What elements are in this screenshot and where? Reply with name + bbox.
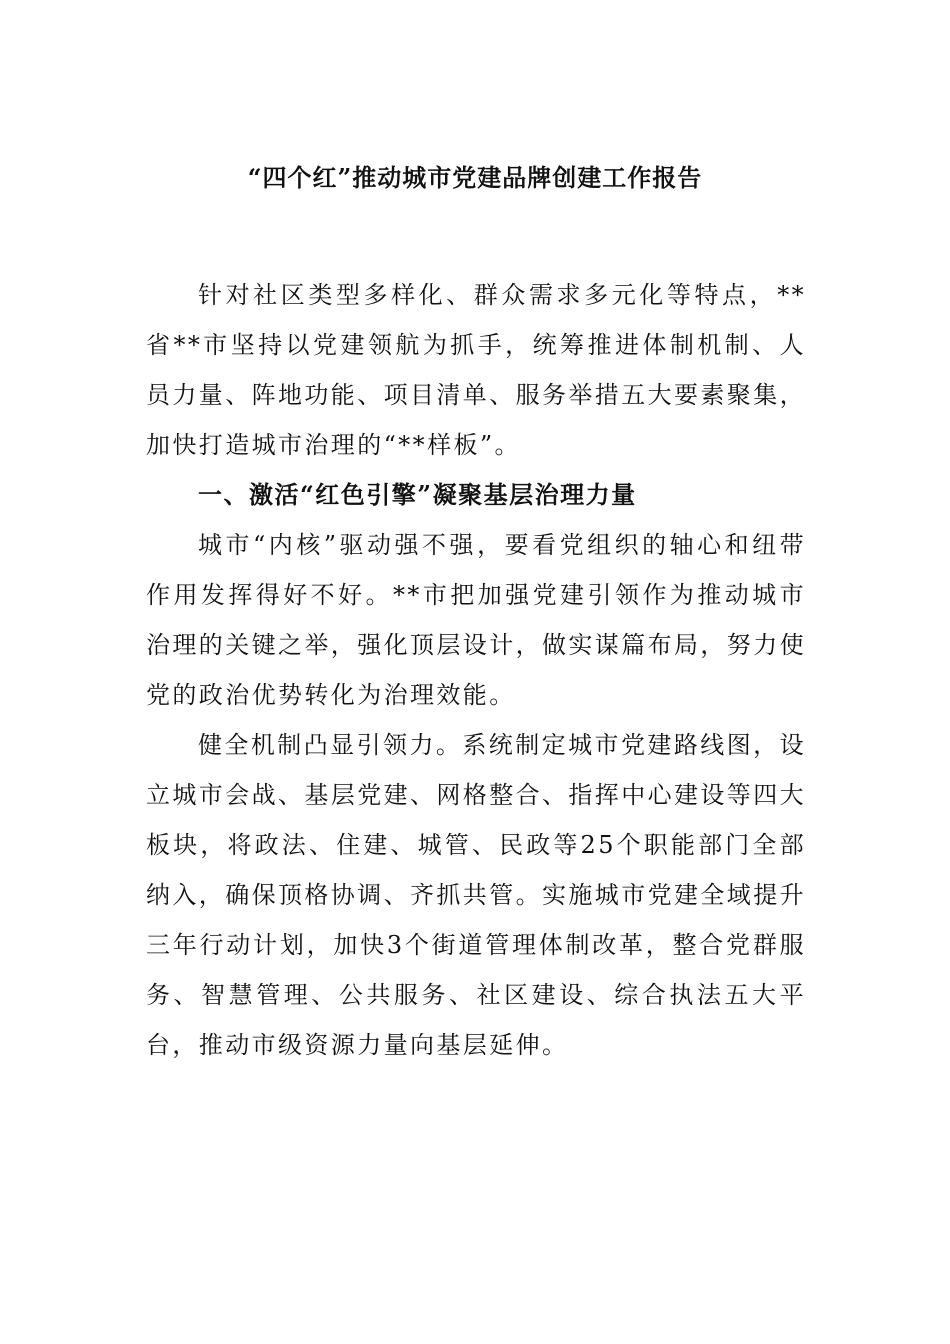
document-title: “四个红”推动城市党建品牌创建工作报告	[247, 163, 703, 192]
intro-paragraph: 针对社区类型多样化、群众需求多元化等特点，**省**市坚持以党建领航为抓手，统筹推进体制机制、人员力量、阵地功能、项目清单、服务举措五大要素聚集，加快打造城市治理的“**样板”。	[146, 281, 806, 459]
body-paragraph-2: 健全机制凸显引领力。系统制定城市党建路线图，设立城市会战、基层党建、网格整合、指挥中心建设等四大板块，将政法、住建、城管、民政等25个职能部门全部纳入，确保顶格协调、齐抓共管。实施城市党建全域提升三年行动计划，加快3个街道管理体制改革，整合党群服务、智慧管理、公共服务、社区建设、综合执法五大平台，推动市级资源力量向基层延伸。	[146, 731, 806, 1059]
section-heading: 一、激活“红色引擎”凝聚基层治理力量	[198, 480, 637, 509]
body-paragraph-1: 城市“内核”驱动强不强，要看党组织的轴心和纽带作用发挥得好不好。**市把加强党建引领作为推动城市治理的关键之举，强化顶层设计，做实谋篇布局，努力使党的政治优势转化为治理效能。	[146, 531, 806, 709]
